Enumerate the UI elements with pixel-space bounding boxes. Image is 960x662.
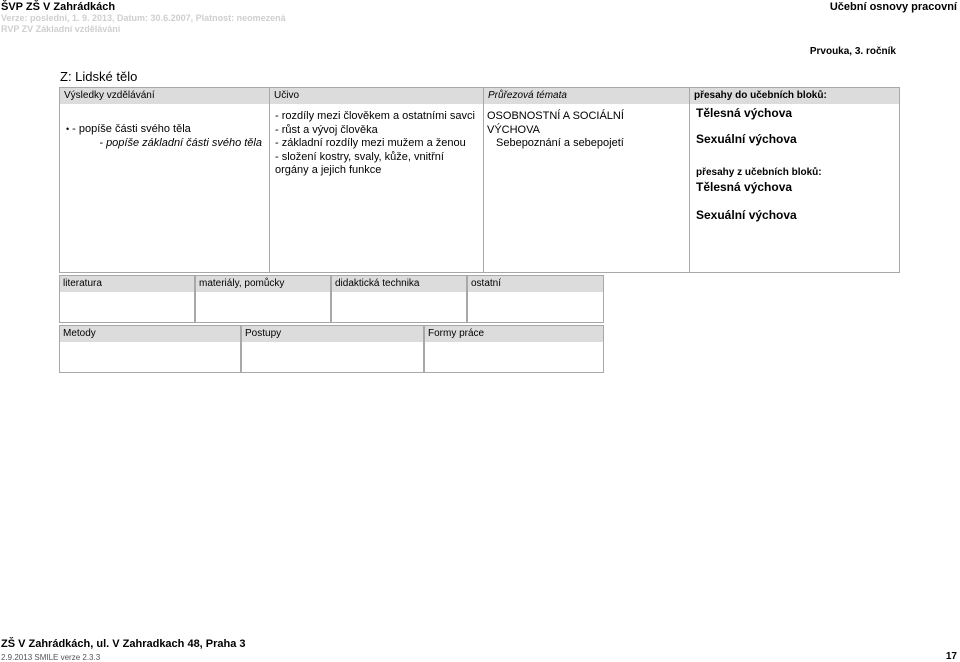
outcome-item: • - popíše části svého těla bbox=[66, 123, 191, 135]
methods-label: Metody bbox=[60, 326, 240, 342]
column-divider bbox=[483, 88, 484, 272]
resources-other-label: ostatní bbox=[468, 276, 603, 292]
outcomes-cell bbox=[66, 123, 262, 150]
link-from-item: Tělesná výchova bbox=[696, 179, 793, 194]
curriculum-item: - složení kostry, svaly, kůže, vnitřní orgány a jejich funkce bbox=[275, 150, 444, 176]
footer-software: 2.9.2013 SMILE verze 2.3.3 bbox=[1, 653, 101, 662]
resources-technology-box bbox=[331, 275, 467, 323]
curriculum-cell bbox=[275, 110, 475, 178]
rvp-line: RVP ZV Základní vzdělávání bbox=[1, 24, 121, 34]
resources-materials-box bbox=[195, 275, 331, 323]
links-cell bbox=[696, 107, 896, 223]
procedures-label: Postupy bbox=[242, 326, 423, 342]
column-divider bbox=[269, 88, 270, 272]
curriculum-item: - růst a vývoj člověka bbox=[275, 123, 378, 136]
header-outcomes: Výsledky vzdělávání bbox=[60, 88, 269, 104]
subject-grade: Prvouka, 3. ročník bbox=[809, 46, 896, 57]
links-from-label: přesahy z učebních bloků: bbox=[696, 167, 822, 178]
curriculum-table bbox=[59, 87, 900, 273]
theme-item: Sebepoznání a sebepojetí bbox=[496, 137, 624, 149]
themes-cell bbox=[487, 110, 677, 151]
header-curriculum: Učivo bbox=[270, 88, 483, 104]
link-to-item: Tělesná výchova bbox=[696, 106, 793, 120]
header-themes: Průřezová témata bbox=[484, 88, 689, 104]
column-divider bbox=[689, 88, 690, 272]
outcome-item: - popíše základní části svého těla bbox=[99, 136, 262, 149]
curriculum-item: - rozdíly mezi člověkem a ostatními savci bbox=[275, 110, 475, 122]
document-type: Učební osnovy pracovní bbox=[829, 1, 957, 13]
curriculum-item: - základní rozdíly mezi mužem a ženou bbox=[275, 137, 466, 149]
resources-technology-label: didaktická technika bbox=[332, 276, 466, 292]
page-number: 17 bbox=[945, 651, 957, 662]
theme-title: OSOBNOSTNÍ A SOCIÁLNÍ VÝCHOVA bbox=[487, 110, 624, 136]
forms-box bbox=[424, 325, 604, 373]
methods-box bbox=[59, 325, 241, 373]
resources-literature-box bbox=[59, 275, 195, 323]
footer-address: ZŠ V Zahrádkách, ul. V Zahradkach 48, Praha 3 bbox=[1, 638, 246, 650]
forms-label: Formy práce bbox=[425, 326, 603, 342]
version-line: Verze: poslední, 1. 9. 2013, Datum: 30.6.2007, Platnost: neomezená bbox=[1, 13, 286, 23]
procedures-box bbox=[241, 325, 424, 373]
header-links: přesahy do učebních bloků: bbox=[690, 88, 899, 104]
topic-title: Z: Lidské tělo bbox=[60, 69, 138, 84]
link-from-item: Sexuální výchova bbox=[696, 208, 797, 222]
school-name: ŠVP ZŠ V Zahrádkách bbox=[1, 1, 116, 13]
resources-literature-label: literatura bbox=[60, 276, 194, 292]
link-to-item: Sexuální výchova bbox=[696, 131, 797, 146]
bullet-icon: • bbox=[66, 124, 70, 134]
resources-other-box bbox=[467, 275, 604, 323]
resources-materials-label: materiály, pomůcky bbox=[196, 276, 330, 292]
